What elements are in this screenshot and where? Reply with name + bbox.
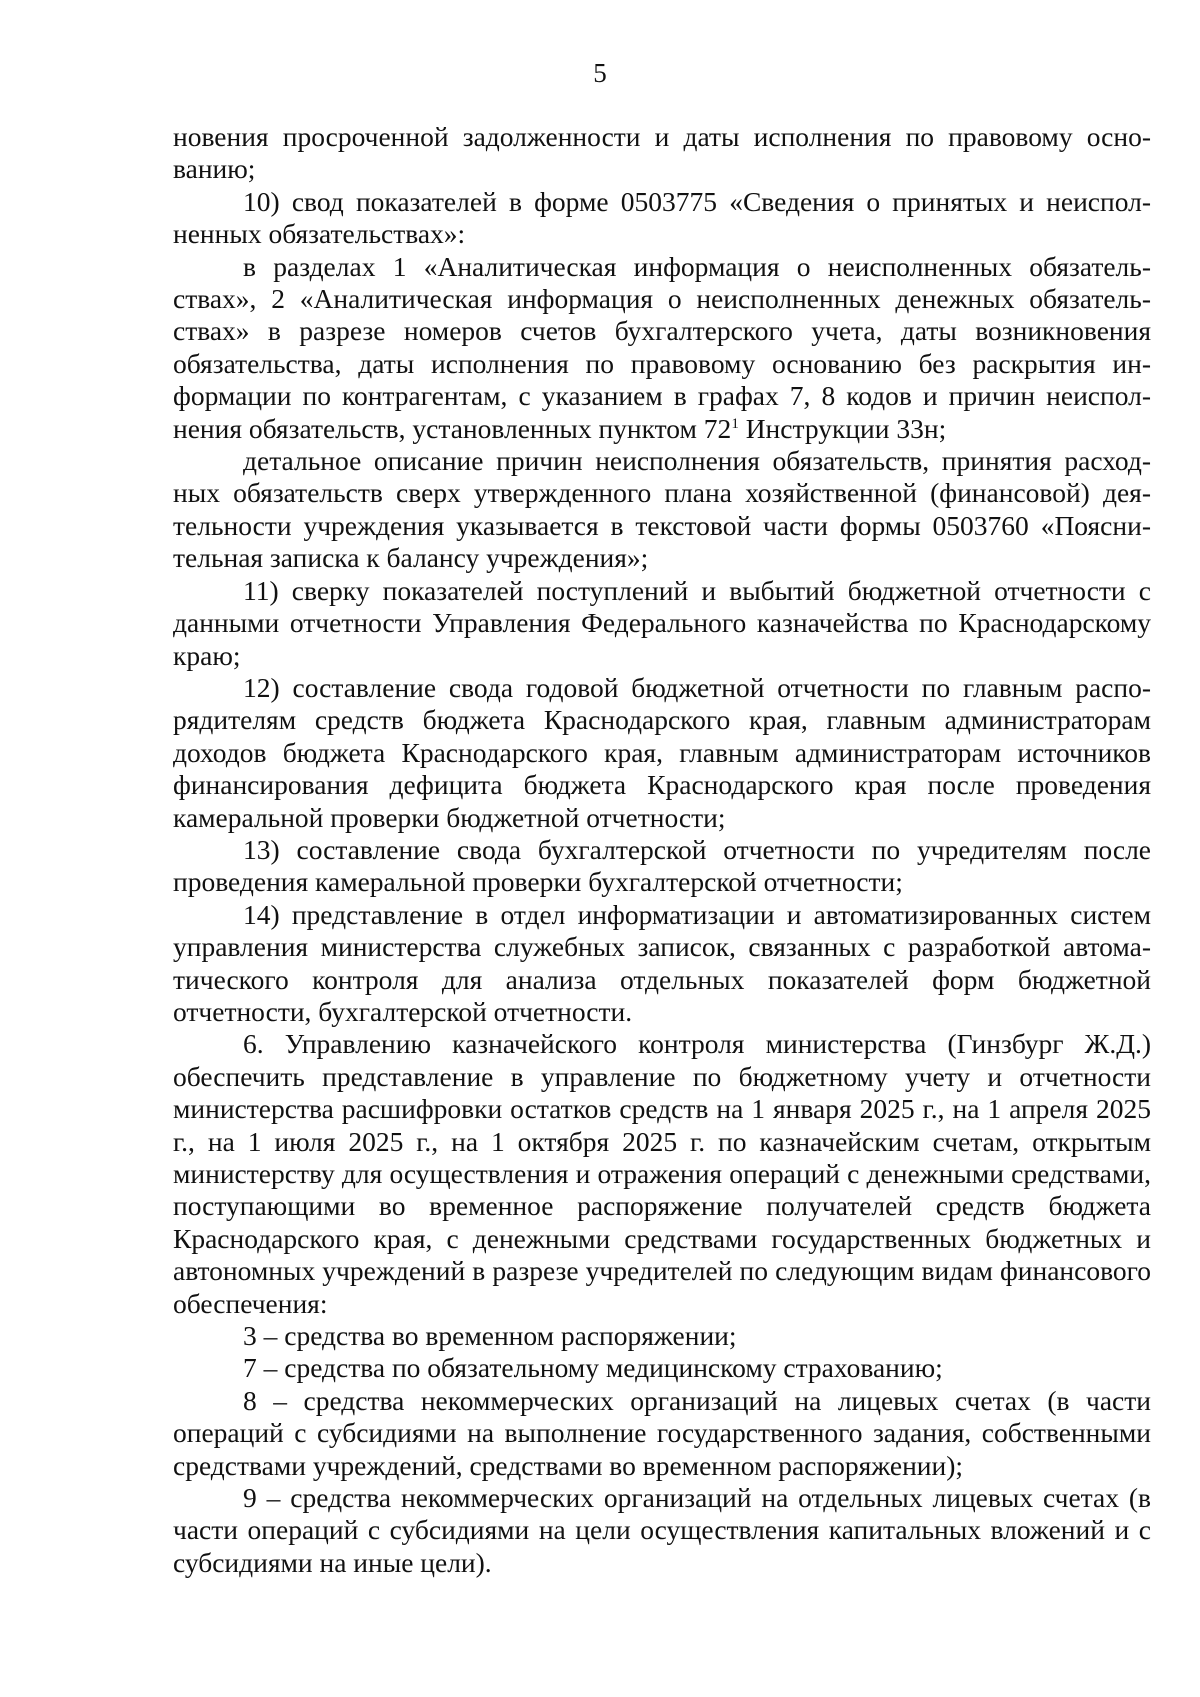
- paragraph-item-13: 13) составление свода бухгалтерской отчетности по учредителям после проведения камеральной проверки бухгалтерской отчетности;: [173, 833, 1151, 898]
- paragraph-funding-type-9: 9 – средства некоммерческих организаций на отдельных лицевых счетах (в части операций с субсидиями на цели осуществления капитальных вложений и с субсидиями на иные цели).: [173, 1482, 1151, 1578]
- paragraph-funding-type-7: 7 – средства по обязательному медицинскому страхованию;: [243, 1352, 943, 1384]
- paragraph-continuation: новения просроченной задолженности и даты исполнения по правовому основанию;: [173, 121, 1151, 185]
- paragraph-item-10: 10) свод показателей в форме 0503775 «Сведения о принятых и неисполненных обязательствах»:: [173, 185, 1151, 250]
- paragraph-item-12: 12) составление свода годовой бюджетной отчетности по главным распорядителям средств бюджета Краснодарского края, главным администраторам доходов бюджета Краснодарского края, главным администраторам источников финансирования дефицита бюджета Краснодарского края после проведения камеральной проверки бюджетной отчетности;: [173, 671, 1151, 833]
- superscript-footnote: 1: [731, 415, 739, 432]
- paragraph-funding-type-8: 8 – средства некоммерческих организаций на лицевых счетах (в части операций с субсидиями на выполнение государственного задания, собственными средствами учреждений, средствами во временном распоряжении);: [173, 1384, 1151, 1481]
- paragraph-section-6: 6. Управлению казначейского контроля министерства (Гинзбург Ж.Д.) обеспечить представление в управление по бюджетному учету и отчетности министерства расшифровки остатков средств на 1 января 2025 г., на 1 апреля 2025 г., на 1 июля 2025 г., на 1 октября 2025 г. по казначейским счетам, открытым министерству для осуществления и отражения операций с денежными средствами, поступающими во временное распоряжение получателей средств бюджета Краснодарского края, с денежными средствами государственных бюджетных и автономных учреждений в разрезе учредителей по следующим видам финансового обеспечения:: [173, 1028, 1151, 1319]
- page-number: 5: [593, 58, 607, 88]
- paragraph-detailed-description: детальное описание причин неисполнения обязательств, принятия расходных обязательств сверх утвержденного плана хозяйственной (финансовой) деятельности учреждения указывается в текстовой части формы 0503760 «Пояснительная записка к балансу учреждения»;: [173, 445, 1151, 574]
- paragraph-text-end: Инструкции 33н;: [738, 412, 947, 444]
- paragraph-text: в разделах 1 «Аналитическая информация о неисполненных обязательствах», 2 «Аналитическая информация о неисполненных денежных обязательствах» в разрезе номеров счетов бухгалтерского учета, даты возникновения обязательства, даты исполнения по правовому основанию без раскрытия информации по контрагентам, с указанием в графах 7, 8 кодов и причин неисполнения обязательств, установленных пунктом 72: [173, 250, 1151, 444]
- paragraph-funding-type-3: 3 – средства во временном распоряжении;: [243, 1320, 737, 1352]
- paragraph-item-11: 11) сверку показателей поступлений и выбытий бюджетной отчетности с данными отчетности Управления Федерального казначейства по Краснодарскому краю;: [173, 574, 1151, 671]
- paragraph-item-14: 14) представление в отдел информатизации и автоматизированных систем управления министерства служебных записок, связанных с разработкой автоматического контроля для анализа отдельных показателей форм бюджетной отчетности, бухгалтерской отчетности.: [173, 898, 1151, 1027]
- paragraph-sections-1-2: [173, 251, 1151, 445]
- document-body: [173, 121, 1151, 1579]
